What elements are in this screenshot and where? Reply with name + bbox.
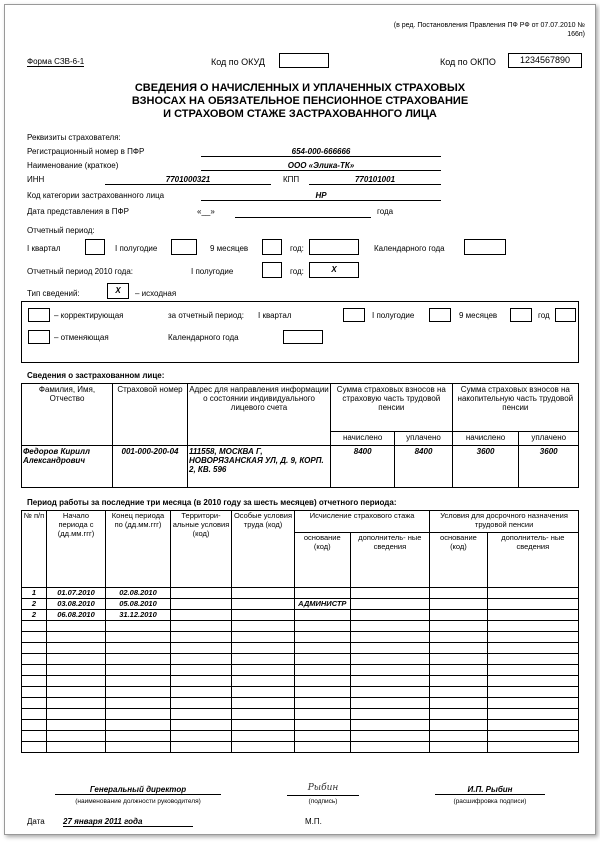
corr-calendar-label: Календарного года <box>168 333 239 342</box>
table-row[interactable] <box>22 731 579 742</box>
cell-extra[interactable] <box>350 610 430 621</box>
col-funded: Сумма страховых взносов на накопительную часть трудовой пенсии <box>452 384 578 432</box>
table-row[interactable] <box>22 742 579 753</box>
table-row[interactable] <box>22 720 579 731</box>
date-submit-month[interactable] <box>235 207 371 218</box>
correction-frame <box>21 301 579 363</box>
cell-basis2[interactable] <box>430 731 487 742</box>
col-extra: дополнитель- ные сведения <box>350 532 430 587</box>
cell-basis2[interactable] <box>430 665 487 676</box>
cell-start[interactable] <box>47 687 106 698</box>
cell-special[interactable] <box>232 709 295 720</box>
period-2010-h1-box[interactable] <box>262 262 282 278</box>
cell-extra[interactable] <box>350 731 430 742</box>
cell-end[interactable]: 02.08.2010 <box>106 588 171 599</box>
cell-basis[interactable] <box>295 720 351 731</box>
col-snils: Страховой номер <box>113 384 188 446</box>
cell-end[interactable] <box>106 698 171 709</box>
insurer-heading: Реквизиты страхователя: <box>27 133 121 142</box>
cell-basis2[interactable] <box>430 643 487 654</box>
date-value[interactable]: 27 января 2011 года <box>63 817 193 827</box>
period-q1-label: I квартал <box>27 244 61 253</box>
work-heading: Период работы за последние три месяца (в 2010 году за шесть месяцев) отчетного периода: <box>27 498 397 507</box>
date-submit-year-label: года <box>377 207 394 216</box>
cell-extra[interactable] <box>350 687 430 698</box>
corr-h1-box[interactable] <box>429 308 451 322</box>
cell-end[interactable]: 05.08.2010 <box>106 599 171 610</box>
cell-extra[interactable] <box>350 709 430 720</box>
cell-territory[interactable] <box>171 742 232 753</box>
cell-territory[interactable] <box>171 610 232 621</box>
cell-basis2[interactable] <box>430 676 487 687</box>
cell-special[interactable] <box>232 731 295 742</box>
cell-extra2[interactable] <box>487 720 578 731</box>
cell-basis[interactable] <box>295 632 351 643</box>
table-row[interactable] <box>22 654 579 665</box>
cell-basis2[interactable] <box>430 599 487 610</box>
cell-n[interactable] <box>22 632 47 643</box>
col-end: Конец периода по (дд.мм.ггг) <box>106 511 171 588</box>
cell-end[interactable] <box>106 731 171 742</box>
insured-address[interactable]: 111558, МОСКВА Г, НОВОРЯЗАНСКАЯ УЛ, Д. 9, КОРП. 2, КВ. 596 <box>188 446 331 488</box>
cell-start[interactable] <box>47 731 106 742</box>
fund-paid-head: уплачено <box>519 432 579 446</box>
title-line-2: ВЗНОСАХ НА ОБЯЗАТЕЛЬНОЕ ПЕНСИОННОЕ СТРАХОВАНИЕ <box>131 95 469 107</box>
cell-start[interactable] <box>47 676 106 687</box>
category-label: Код категории застрахованного лица <box>27 191 165 200</box>
cell-extra2[interactable] <box>487 610 578 621</box>
fund-accrued-head: начислено <box>452 432 519 446</box>
cell-n[interactable] <box>22 709 47 720</box>
ins-accrued-head: начислено <box>331 432 395 446</box>
cell-n[interactable] <box>22 687 47 698</box>
cell-basis2[interactable] <box>430 709 487 720</box>
cell-end[interactable] <box>106 632 171 643</box>
cell-basis[interactable] <box>295 709 351 720</box>
col-num: № п/п <box>22 511 47 588</box>
period-2010-h1-label: I полугодие <box>191 267 234 276</box>
okud-label: Код по ОКУД <box>211 57 265 67</box>
cell-extra[interactable] <box>350 632 430 643</box>
cell-basis[interactable] <box>295 676 351 687</box>
corr-h1-label: I полугодие <box>372 311 415 320</box>
insured-table <box>21 383 579 488</box>
date-label: Дата <box>27 817 45 826</box>
cancelling-label: – отменяющая <box>54 333 109 342</box>
cell-basis[interactable] <box>295 698 351 709</box>
info-type-label: Тип сведений: <box>27 289 80 298</box>
cell-basis2[interactable] <box>430 742 487 753</box>
cell-start[interactable] <box>47 654 106 665</box>
corr-calendar-box[interactable] <box>283 330 323 344</box>
reg-number-value[interactable]: 654-000-666666 <box>201 147 441 157</box>
cell-special[interactable] <box>232 654 295 665</box>
cell-n[interactable] <box>22 742 47 753</box>
cell-basis2[interactable] <box>430 687 487 698</box>
col-extra2: дополнитель- ные сведения <box>487 532 578 587</box>
table-row[interactable] <box>22 588 579 599</box>
cell-territory[interactable] <box>171 698 232 709</box>
cell-territory[interactable] <box>171 676 232 687</box>
corrective-label: – корректирующая <box>54 311 124 320</box>
cell-start[interactable] <box>47 720 106 731</box>
cell-territory[interactable] <box>171 665 232 676</box>
cell-special[interactable] <box>232 588 295 599</box>
cell-territory[interactable] <box>171 643 232 654</box>
cell-basis2[interactable] <box>430 588 487 599</box>
table-row[interactable] <box>22 698 579 709</box>
form-name: Форма СЗВ-6-1 <box>27 57 85 66</box>
name-value[interactable]: ООО «Элика-ТК» <box>201 161 441 171</box>
cell-extra2[interactable] <box>487 676 578 687</box>
cell-n[interactable] <box>22 720 47 731</box>
cell-end[interactable] <box>106 676 171 687</box>
cell-extra[interactable] <box>350 588 430 599</box>
cell-basis[interactable] <box>295 654 351 665</box>
cell-territory[interactable] <box>171 654 232 665</box>
fund-accrued[interactable]: 3600 <box>452 446 519 488</box>
period-2010-label: Отчетный период 2010 года: <box>27 267 133 276</box>
col-basis: основание (код) <box>295 532 351 587</box>
fund-paid[interactable]: 3600 <box>519 446 579 488</box>
cell-basis2[interactable] <box>430 632 487 643</box>
cell-extra[interactable] <box>350 643 430 654</box>
work-table <box>21 510 579 753</box>
cell-start[interactable] <box>47 665 106 676</box>
cell-extra2[interactable] <box>487 643 578 654</box>
cell-start[interactable] <box>47 742 106 753</box>
cell-basis[interactable] <box>295 687 351 698</box>
inn-value[interactable]: 7701000321 <box>105 175 271 185</box>
table-row[interactable] <box>22 643 579 654</box>
cell-n[interactable] <box>22 698 47 709</box>
okpo-field[interactable]: 1234567890 <box>508 53 582 68</box>
cancelling-box[interactable] <box>28 330 50 344</box>
title-line-3: И СТРАХОВОМ СТАЖЕ ЗАСТРАХОВАННОГО ЛИЦА <box>163 108 437 120</box>
okud-field[interactable] <box>279 53 329 68</box>
ins-paid-head: уплачено <box>395 432 452 446</box>
period-year-box[interactable] <box>309 239 359 255</box>
cell-n[interactable] <box>22 731 47 742</box>
person-caption: (расшифровка подписи) <box>453 798 527 805</box>
insured-name[interactable]: Федоров Кирилл Александрович <box>22 446 113 488</box>
period-9m-label: 9 месяцев <box>210 244 249 253</box>
table-row[interactable] <box>22 610 579 621</box>
cell-extra2[interactable] <box>487 632 578 643</box>
date-submit-day[interactable]: «__» <box>197 207 215 216</box>
category-value[interactable]: НР <box>201 191 441 201</box>
cell-extra[interactable] <box>350 599 430 610</box>
cell-basis2[interactable] <box>430 698 487 709</box>
ins-paid[interactable]: 8400 <box>395 446 452 488</box>
insured-heading: Сведения о застрахованном лице: <box>27 371 165 380</box>
cell-extra[interactable] <box>350 698 430 709</box>
cell-extra2[interactable] <box>487 731 578 742</box>
cell-extra[interactable] <box>350 742 430 753</box>
cell-basis2[interactable] <box>430 621 487 632</box>
cell-start[interactable] <box>47 643 106 654</box>
cell-special[interactable] <box>232 599 295 610</box>
signature-caption: (подпись) <box>308 798 338 805</box>
cell-start[interactable] <box>47 632 106 643</box>
title-line-1: СВЕДЕНИЯ О НАЧИСЛЕННЫХ И УПЛАЧЕННЫХ СТРАХОВЫХ <box>134 82 466 94</box>
cell-n[interactable]: 2 <box>22 610 47 621</box>
for-period-label: за отчетный период: <box>168 311 245 320</box>
cell-territory[interactable] <box>171 731 232 742</box>
cell-n[interactable] <box>22 621 47 632</box>
cell-basis[interactable]: АДМИНИСТР <box>295 599 351 610</box>
col-seniority: Исчисление страхового стажа <box>295 511 430 533</box>
cell-basis2[interactable] <box>430 610 487 621</box>
cell-special[interactable] <box>232 665 295 676</box>
col-territory: Территори- альные условия (код) <box>171 511 232 588</box>
table-row[interactable] <box>22 687 579 698</box>
corr-year-label: год <box>538 311 550 320</box>
cell-start[interactable] <box>47 698 106 709</box>
cell-end[interactable] <box>106 709 171 720</box>
kpp-label: КПП <box>283 175 300 184</box>
period-q1-box[interactable] <box>85 239 105 255</box>
cell-extra[interactable] <box>350 665 430 676</box>
position-caption: (наименование должности руководителя) <box>75 798 201 805</box>
info-type-initial-label: – исходная <box>135 289 177 298</box>
corr-q1-box[interactable] <box>343 308 365 322</box>
period-calendar-box[interactable] <box>464 239 506 255</box>
reg-number-label: Регистрационный номер в ПФР <box>27 147 145 156</box>
cell-extra2[interactable] <box>487 665 578 676</box>
period-2010-year-label: год: <box>290 267 304 276</box>
insured-snils[interactable]: 001-000-200-04 <box>113 446 188 488</box>
head-position[interactable]: Генеральный директор <box>55 785 221 795</box>
okpo-label: Код по ОКПО <box>440 57 496 67</box>
cell-n[interactable] <box>22 654 47 665</box>
table-row[interactable] <box>22 709 579 720</box>
cell-territory[interactable] <box>171 720 232 731</box>
ins-accrued[interactable]: 8400 <box>331 446 395 488</box>
cell-territory[interactable] <box>171 599 232 610</box>
table-row[interactable] <box>22 621 579 632</box>
form-page <box>4 4 596 835</box>
cell-extra2[interactable] <box>487 599 578 610</box>
corr-9m-label: 9 месяцев <box>459 311 498 320</box>
cell-end[interactable] <box>106 687 171 698</box>
cell-n[interactable]: 1 <box>22 588 47 599</box>
stamp-label: М.П. <box>305 817 322 826</box>
cell-special[interactable] <box>232 698 295 709</box>
cell-special[interactable] <box>232 676 295 687</box>
period-heading: Отчетный период: <box>27 226 95 235</box>
cell-end[interactable]: 31.12.2010 <box>106 610 171 621</box>
cell-special[interactable] <box>232 632 295 643</box>
cell-start[interactable]: 03.08.2010 <box>47 599 106 610</box>
col-start: Начало периода с (дд.мм.ггг) <box>47 511 106 588</box>
cell-n[interactable] <box>22 643 47 654</box>
form-title <box>65 82 535 121</box>
period-year-label: год: <box>290 244 304 253</box>
cell-extra2[interactable] <box>487 654 578 665</box>
col-insurance: Сумма страховых взносов на страховую часть трудовой пенсии <box>331 384 453 432</box>
cell-end[interactable] <box>106 665 171 676</box>
cell-basis2[interactable] <box>430 654 487 665</box>
cell-end[interactable] <box>106 720 171 731</box>
cell-special[interactable] <box>232 643 295 654</box>
cell-territory[interactable] <box>171 588 232 599</box>
cell-end[interactable] <box>106 742 171 753</box>
table-row[interactable] <box>22 676 579 687</box>
cell-special[interactable] <box>232 610 295 621</box>
period-calendar-label: Календарного года <box>374 244 445 253</box>
corrective-box[interactable] <box>28 308 50 322</box>
person-name[interactable]: И.П. Рыбин <box>435 785 545 795</box>
cell-basis[interactable] <box>295 643 351 654</box>
table-row[interactable] <box>22 599 579 610</box>
cell-n[interactable]: 2 <box>22 599 47 610</box>
cell-special[interactable] <box>232 742 295 753</box>
corr-9m-box[interactable] <box>510 308 532 322</box>
cell-end[interactable] <box>106 643 171 654</box>
cell-start[interactable] <box>47 621 106 632</box>
corr-q1-label: I квартал <box>258 311 292 320</box>
cell-territory[interactable] <box>171 687 232 698</box>
cell-special[interactable] <box>232 687 295 698</box>
col-early: Условия для досрочного назначения трудовой пенсии <box>430 511 579 533</box>
cell-basis[interactable] <box>295 731 351 742</box>
inn-label: ИНН <box>27 175 45 184</box>
signature[interactable]: Рыбин <box>287 783 359 796</box>
cell-basis[interactable] <box>295 665 351 676</box>
cell-extra2[interactable] <box>487 698 578 709</box>
cell-territory[interactable] <box>171 621 232 632</box>
cell-start[interactable]: 01.07.2010 <box>47 588 106 599</box>
cell-start[interactable] <box>47 709 106 720</box>
cell-end[interactable] <box>106 621 171 632</box>
cell-extra[interactable] <box>350 676 430 687</box>
cell-extra[interactable] <box>350 621 430 632</box>
period-9m-box[interactable] <box>262 239 282 255</box>
col-special: Особые условия труда (код) <box>232 511 295 588</box>
period-h1-box[interactable] <box>171 239 197 255</box>
cell-special[interactable] <box>232 720 295 731</box>
col-name: Фамилия, Имя, Отчество <box>22 384 113 446</box>
cell-n[interactable] <box>22 665 47 676</box>
cell-extra2[interactable] <box>487 709 578 720</box>
cell-extra2[interactable] <box>487 588 578 599</box>
cell-extra[interactable] <box>350 720 430 731</box>
cell-start[interactable]: 06.08.2010 <box>47 610 106 621</box>
info-type-initial-box[interactable]: Х <box>107 283 129 299</box>
corr-year-box[interactable] <box>555 308 576 322</box>
name-label: Наименование (краткое) <box>27 161 119 170</box>
table-row[interactable] <box>22 665 579 676</box>
cell-extra[interactable] <box>350 654 430 665</box>
cell-extra2[interactable] <box>487 621 578 632</box>
date-submit-label: Дата представления в ПФР <box>27 207 129 216</box>
table-row[interactable] <box>22 632 579 643</box>
cell-basis[interactable] <box>295 621 351 632</box>
cell-special[interactable] <box>232 621 295 632</box>
cell-n[interactable] <box>22 676 47 687</box>
col-basis2: основание (код) <box>430 532 487 587</box>
cell-basis[interactable] <box>295 610 351 621</box>
cell-extra2[interactable] <box>487 687 578 698</box>
revision-note: (в ред. Постановления Правления ПФ РФ от 07.07.2010 № 166п) <box>393 22 585 38</box>
cell-basis2[interactable] <box>430 720 487 731</box>
cell-territory[interactable] <box>171 632 232 643</box>
cell-basis[interactable] <box>295 742 351 753</box>
cell-territory[interactable] <box>171 709 232 720</box>
col-address: Адрес для направления информации о состоянии индивидуального лицевого счета <box>188 384 331 446</box>
cell-end[interactable] <box>106 654 171 665</box>
kpp-value[interactable]: 770101001 <box>309 175 441 185</box>
cell-extra2[interactable] <box>487 742 578 753</box>
period-2010-year-box[interactable]: Х <box>309 262 359 278</box>
period-h1-label: I полугодие <box>115 244 158 253</box>
cell-basis[interactable] <box>295 588 351 599</box>
